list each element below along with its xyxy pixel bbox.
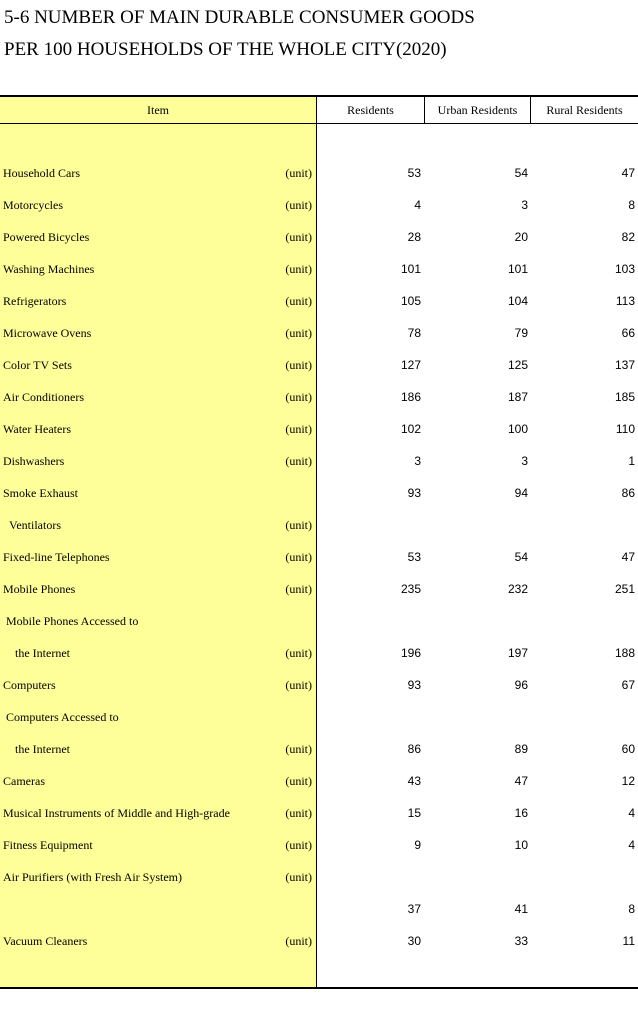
row-label: Computers Accessed to (6, 710, 119, 724)
cell-residents: 235 (400, 582, 421, 596)
table-row (0, 221, 638, 253)
row-label: Fitness Equipment (3, 838, 93, 852)
cell-residents: 186 (400, 390, 421, 404)
row-label: Smoke Exhaust (3, 486, 78, 500)
cell-urban-residents: 3 (521, 454, 528, 468)
table-row (0, 637, 638, 669)
cell-residents: 37 (407, 902, 421, 916)
cell-rural-residents (535, 701, 635, 733)
row-label: the Internet (15, 742, 70, 756)
row-unit: (unit) (285, 550, 312, 564)
row-label: Color TV Sets (3, 358, 72, 372)
cell-rural-residents: 137 (614, 358, 635, 372)
header-rural-residents: Rural Residents (546, 103, 623, 117)
table-title-line2: PER 100 HOUSEHOLDS OF THE WHOLE CITY(2020) (4, 39, 447, 60)
cell-residents: 93 (407, 486, 421, 500)
cell-urban-residents: 197 (507, 646, 528, 660)
row-unit: (unit) (285, 838, 312, 852)
row-label: Household Cars (3, 166, 80, 180)
cell-urban-residents: 100 (507, 422, 528, 436)
row-label: Computers (3, 678, 56, 692)
row-unit: (unit) (285, 166, 312, 180)
cell-residents: 53 (407, 166, 421, 180)
cell-urban-residents (428, 509, 528, 541)
cell-rural-residents: 8 (628, 198, 635, 212)
row-unit: (unit) (285, 230, 312, 244)
row-label: Washing Machines (3, 262, 95, 276)
cell-residents (321, 509, 421, 541)
cell-urban-residents: 125 (507, 358, 528, 372)
row-label: Air Purifiers (with Fresh Air System) (3, 870, 182, 884)
row-label: Motorcycles (3, 198, 63, 212)
table-row (0, 893, 638, 925)
cell-rural-residents: 251 (614, 582, 635, 596)
row-unit: (unit) (285, 326, 312, 340)
table-row (0, 669, 638, 701)
cell-rural-residents: 12 (621, 774, 635, 788)
cell-urban-residents (428, 701, 528, 733)
cell-residents: 43 (407, 774, 421, 788)
cell-rural-residents: 60 (621, 742, 635, 756)
row-unit: (unit) (285, 774, 312, 788)
cell-rural-residents: 86 (621, 486, 635, 500)
row-label: Cameras (3, 774, 45, 788)
row-unit: (unit) (285, 870, 312, 884)
cell-residents: 78 (407, 326, 421, 340)
cell-residents (321, 861, 421, 893)
cell-urban-residents: 96 (514, 678, 528, 692)
cell-residents (321, 701, 421, 733)
table-row (0, 765, 638, 797)
table-row (0, 381, 638, 413)
cell-residents: 101 (400, 262, 421, 276)
cell-rural-residents: 4 (628, 806, 635, 820)
row-unit: (unit) (285, 678, 312, 692)
cell-urban-residents (428, 605, 528, 637)
table-row (0, 349, 638, 381)
cell-residents: 93 (407, 678, 421, 692)
row-unit: (unit) (285, 262, 312, 276)
row-unit: (unit) (285, 934, 312, 948)
cell-rural-residents: 66 (621, 326, 635, 340)
table-row (0, 253, 638, 285)
header-bottom-rule (0, 123, 638, 124)
cell-urban-residents: 79 (514, 326, 528, 340)
table-row (0, 285, 638, 317)
cell-rural-residents: 47 (621, 550, 635, 564)
table-row (0, 701, 638, 733)
cell-urban-residents: 20 (514, 230, 528, 244)
table-row (0, 861, 638, 893)
row-unit: (unit) (285, 422, 312, 436)
cell-urban-residents: 104 (507, 294, 528, 308)
table-row (0, 189, 638, 221)
cell-urban-residents: 10 (514, 838, 528, 852)
cell-residents: 86 (407, 742, 421, 756)
table-row (0, 733, 638, 765)
row-unit: (unit) (285, 198, 312, 212)
cell-rural-residents: 185 (614, 390, 635, 404)
table-row (0, 157, 638, 189)
table-row (0, 413, 638, 445)
row-unit: (unit) (285, 358, 312, 372)
table-row (0, 605, 638, 637)
row-unit: (unit) (285, 806, 312, 820)
cell-urban-residents: 232 (507, 582, 528, 596)
cell-rural-residents: 110 (615, 422, 635, 436)
row-label: Fixed-line Telephones (3, 550, 110, 564)
row-label: Air Conditioners (3, 390, 84, 404)
cell-rural-residents: 113 (615, 294, 635, 308)
row-unit: (unit) (285, 582, 312, 596)
cell-residents: 4 (414, 198, 421, 212)
header-urban-residents: Urban Residents (437, 103, 518, 117)
row-label: Mobile Phones (3, 582, 76, 596)
row-label: the Internet (15, 646, 70, 660)
cell-rural-residents: 103 (614, 262, 635, 276)
cell-urban-residents (428, 861, 528, 893)
row-label: Refrigerators (3, 294, 67, 308)
cell-rural-residents (535, 509, 635, 541)
table-row (0, 797, 638, 829)
cell-rural-residents: 8 (628, 902, 635, 916)
table-row (0, 317, 638, 349)
cell-residents: 9 (414, 838, 421, 852)
row-label: Mobile Phones Accessed to (6, 614, 139, 628)
row-label: Dishwashers (3, 454, 65, 468)
row-label: Musical Instruments of Middle and High-grade (3, 806, 230, 820)
cell-urban-residents: 47 (514, 774, 528, 788)
cell-residents: 105 (400, 294, 421, 308)
cell-residents: 53 (407, 550, 421, 564)
table-row (0, 477, 638, 509)
cell-residents: 30 (407, 934, 421, 948)
cell-urban-residents: 3 (521, 198, 528, 212)
table-row (0, 925, 638, 957)
row-unit: (unit) (285, 742, 312, 756)
cell-rural-residents: 4 (628, 838, 635, 852)
cell-residents: 3 (414, 454, 421, 468)
table-row (0, 445, 638, 477)
row-unit: (unit) (285, 646, 312, 660)
row-label: Vacuum Cleaners (3, 934, 88, 948)
table-title-line1: 5-6 NUMBER OF MAIN DURABLE CONSUMER GOODS (4, 7, 475, 28)
cell-urban-residents: 33 (514, 934, 528, 948)
row-label: Microwave Ovens (3, 326, 92, 340)
cell-rural-residents (535, 605, 635, 637)
table-row (0, 541, 638, 573)
row-label: Water Heaters (3, 422, 71, 436)
cell-urban-residents: 187 (507, 390, 528, 404)
cell-urban-residents: 54 (514, 550, 528, 564)
table-row (0, 509, 638, 541)
cell-rural-residents: 188 (614, 646, 635, 660)
row-unit: (unit) (285, 390, 312, 404)
cell-urban-residents: 41 (514, 902, 528, 916)
table-row (0, 829, 638, 861)
cell-residents: 15 (407, 806, 421, 820)
row-unit: (unit) (285, 454, 312, 468)
cell-urban-residents: 16 (514, 806, 528, 820)
cell-residents: 127 (400, 358, 421, 372)
cell-rural-residents: 1 (628, 454, 635, 468)
row-label: Ventilators (9, 518, 61, 532)
cell-rural-residents (535, 861, 635, 893)
header-residents: Residents (347, 103, 394, 117)
cell-rural-residents: 82 (621, 230, 635, 244)
cell-rural-residents: 47 (621, 166, 635, 180)
row-unit: (unit) (285, 518, 312, 532)
cell-residents: 28 (407, 230, 421, 244)
cell-residents: 102 (400, 422, 421, 436)
cell-residents: 196 (400, 646, 421, 660)
cell-urban-residents: 101 (507, 262, 528, 276)
cell-urban-residents: 94 (514, 486, 528, 500)
cell-residents (321, 605, 421, 637)
table-row (0, 573, 638, 605)
table-bottom-rule (0, 987, 638, 989)
row-label: Powered Bicycles (3, 230, 90, 244)
cell-rural-residents: 11 (622, 934, 635, 948)
cell-urban-residents: 54 (514, 166, 528, 180)
row-unit: (unit) (285, 294, 312, 308)
cell-rural-residents: 67 (621, 678, 635, 692)
header-item: Item (147, 103, 169, 117)
cell-urban-residents: 89 (514, 742, 528, 756)
